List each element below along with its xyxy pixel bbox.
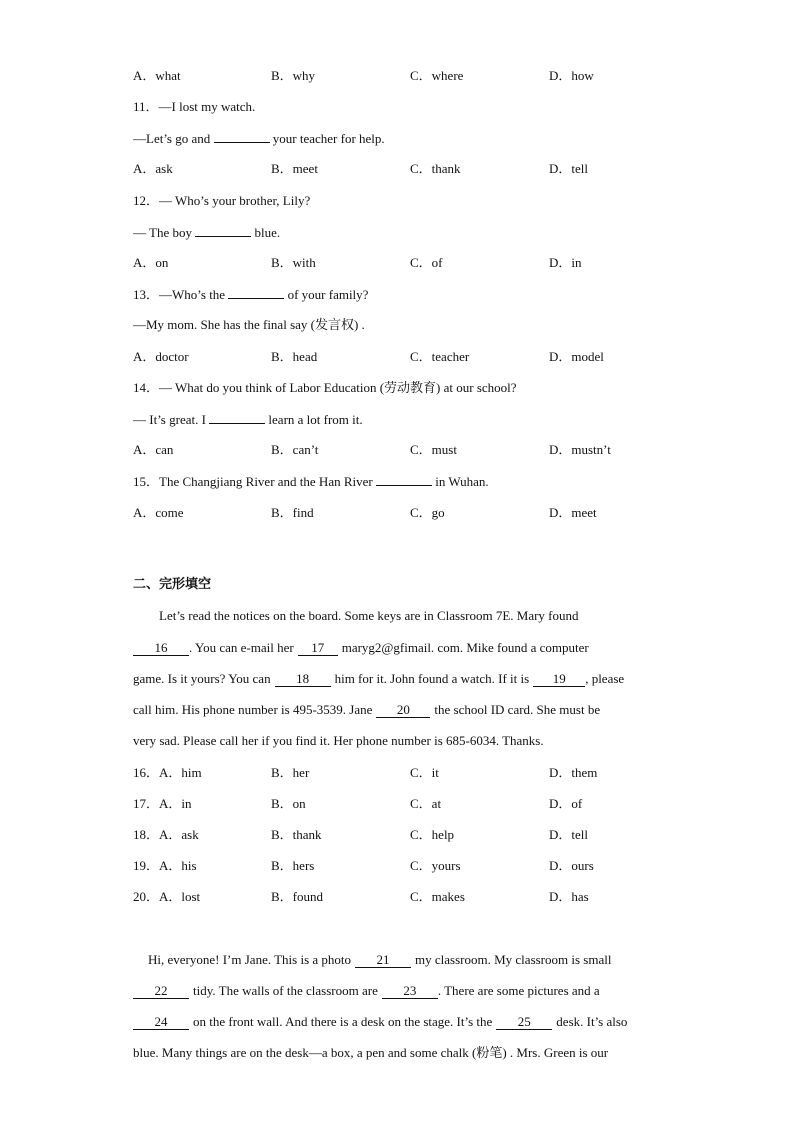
q20-option-c: C．makes [410, 889, 465, 904]
blank-18: 18 [275, 672, 331, 687]
q10-option-a: A．what [133, 68, 181, 83]
q14-option-c: C．must [410, 442, 457, 457]
passage1-line-2 [133, 640, 589, 656]
q17-option-d: D．of [549, 796, 583, 811]
q13-prompt-end: of your family? [287, 287, 369, 302]
q12-response-start: — The boy [133, 225, 192, 240]
q12-blank [195, 224, 251, 237]
passage2-text: desk. It’s also [556, 1014, 628, 1029]
q11-blank [214, 130, 270, 143]
q19-option-b: B．hers [271, 858, 315, 873]
q16-option-a: 16．A．him [133, 765, 202, 780]
q14-blank [209, 411, 265, 424]
q17-option-a: 17．A．in [133, 796, 192, 811]
passage1-text: , please [585, 671, 625, 686]
q12-response [133, 224, 280, 241]
passage2-text: Hi, everyone! I’m Jane. This is a photo [148, 952, 352, 967]
passage1-line-4 [133, 702, 600, 718]
q13-option-d: D．model [549, 349, 604, 364]
q12-option-b: B．with [271, 255, 316, 270]
q18-option-a: 18．A．ask [133, 827, 199, 842]
passage1-text: game. Is it yours? You can [133, 671, 271, 686]
passage1-line-3 [133, 671, 624, 687]
passage2-text: tidy. The walls of the classroom are [193, 983, 378, 998]
blank-20: 20 [376, 703, 430, 718]
q20-option-d: D．has [549, 889, 589, 904]
q15-option-c: C．go [410, 505, 445, 520]
passage1-line-1: Let’s read the notices on the board. Some keys are in Classroom 7E. Mary found [159, 608, 579, 623]
passage2-line-1 [148, 952, 611, 968]
q11-response-end: your teacher for help. [272, 131, 385, 146]
q14-response-start: — It’s great. I [133, 412, 206, 427]
passage2-line-4: blue. Many things are on the desk—a box, a pen and some chalk (粉笔) . Mrs. Green is our [133, 1045, 609, 1060]
blank-21: 21 [355, 953, 411, 968]
blank-25: 25 [496, 1015, 552, 1030]
q11-response [133, 130, 385, 147]
q19-option-c: C．yours [410, 858, 461, 873]
q17-option-b: B．on [271, 796, 306, 811]
q11-option-d: D．tell [549, 161, 588, 176]
q14-option-b: B．can’t [271, 442, 319, 457]
blank-22: 22 [133, 984, 189, 999]
passage1-text: the school ID card. She must be [434, 702, 601, 717]
blank-19: 19 [533, 672, 585, 687]
q15-prompt [133, 473, 489, 490]
q12-option-c: C．of [410, 255, 443, 270]
q13-prompt-start: 13．—Who’s the [133, 287, 226, 302]
q12-response-end: blue. [254, 225, 281, 240]
passage1-line-5: very sad. Please call her if you find it. Her phone number is 685-6034. Thanks. [133, 733, 544, 748]
q19-option-a: 19．A．his [133, 858, 197, 873]
passage1-text: him for it. John found a watch. If it is [334, 671, 530, 686]
blank-24: 24 [133, 1015, 189, 1030]
q10-option-b: B．why [271, 68, 316, 83]
passage2-text: on the front wall. And there is a desk on the stage. It’s the [193, 1014, 493, 1029]
q12-prompt: 12．— Who’s your brother, Lily? [133, 193, 311, 208]
passage2-text: . There are some pictures and a [437, 983, 600, 998]
q15-prompt-start: 15．The Changjiang River and the Han River [133, 474, 373, 489]
q20-option-a: 20．A．lost [133, 889, 201, 904]
q17-option-c: C．at [410, 796, 442, 811]
q12-option-a: A．on [133, 255, 169, 270]
q13-option-c: C．teacher [410, 349, 470, 364]
q11-prompt: 11．—I lost my watch. [133, 99, 256, 114]
q15-option-b: B．find [271, 505, 314, 520]
q16-option-c: C．it [410, 765, 439, 780]
q14-option-a: A．can [133, 442, 174, 457]
q14-response [133, 411, 363, 428]
blank-23: 23 [382, 984, 438, 999]
section-heading: 二、完形填空 [133, 577, 212, 592]
q14-option-d: D．mustn’t [549, 442, 611, 457]
q13-option-a: A．doctor [133, 349, 189, 364]
q11-option-a: A．ask [133, 161, 173, 176]
passage1-text: . You can e-mail her [189, 640, 294, 655]
passage2-line-3 [133, 1014, 627, 1030]
passage2-text: my classroom. My classroom is small [415, 952, 612, 967]
q13-prompt [133, 286, 368, 303]
q14-response-end: learn a lot from it. [268, 412, 363, 427]
q11-response-start: —Let’s go and [133, 131, 211, 146]
q18-option-b: B．thank [271, 827, 322, 842]
q18-option-d: D．tell [549, 827, 588, 842]
q10-option-c: C．where [410, 68, 464, 83]
q13-option-b: B．head [271, 349, 318, 364]
q16-option-b: B．her [271, 765, 310, 780]
blank-17: 17 [298, 641, 338, 656]
q13-blank [228, 286, 284, 299]
passage1-text: maryg2@gfimail. com. Mike found a computer [341, 640, 589, 655]
q15-blank [376, 473, 432, 486]
q18-option-c: C．help [410, 827, 455, 842]
q19-option-d: D．ours [549, 858, 594, 873]
q15-option-a: A．come [133, 505, 184, 520]
q10-option-d: D．how [549, 68, 594, 83]
q13-response: —My mom. She has the final say (发言权) . [133, 317, 365, 332]
q11-option-b: B．meet [271, 161, 318, 176]
q11-option-c: C．thank [410, 161, 461, 176]
q15-option-d: D．meet [549, 505, 597, 520]
passage2-line-2 [133, 983, 600, 999]
q16-option-d: D．them [549, 765, 598, 780]
q14-prompt: 14．— What do you think of Labor Education (劳动教育) at our school? [133, 380, 517, 395]
q20-option-b: B．found [271, 889, 324, 904]
q15-prompt-end: in Wuhan. [435, 474, 489, 489]
blank-16: 16 [133, 641, 189, 656]
passage1-text: call him. His phone number is 495-3539. Jane [133, 702, 373, 717]
q12-option-d: D．in [549, 255, 582, 270]
